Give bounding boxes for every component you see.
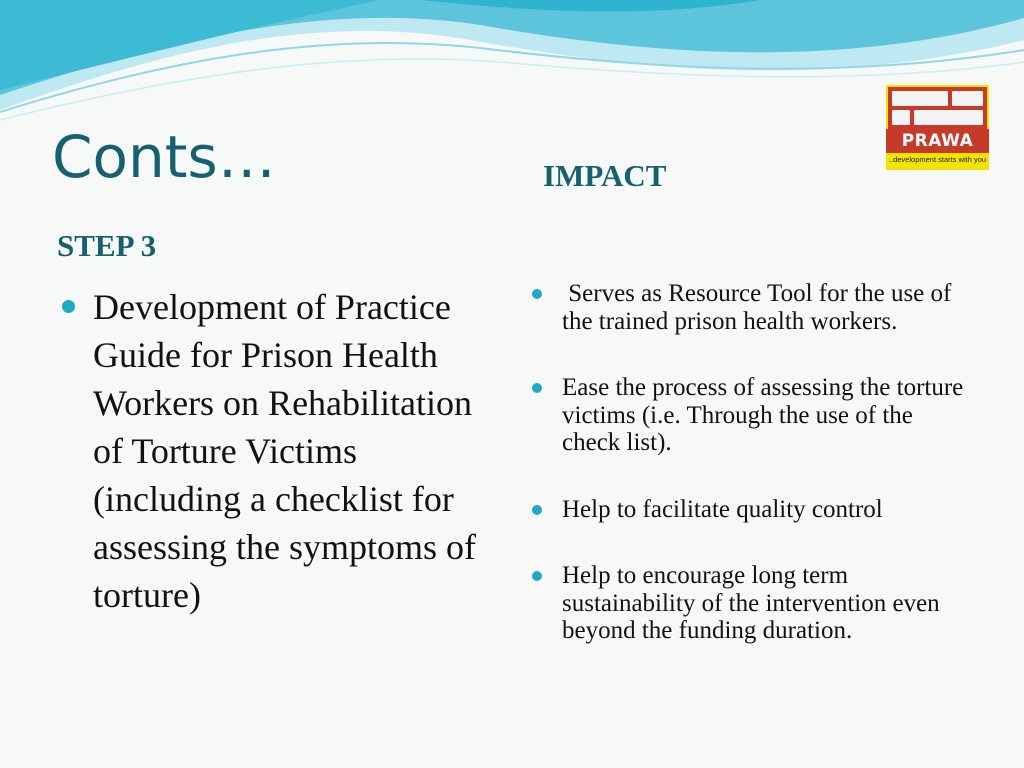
list-item (62, 283, 492, 619)
slide-title: Conts… (52, 123, 276, 191)
list-item (532, 374, 972, 457)
prawa-logo (886, 85, 989, 170)
bullet-icon (532, 383, 542, 393)
bullet-icon (532, 289, 542, 299)
list-item-text: Help to facilitate quality control (562, 495, 883, 523)
list-item (532, 280, 972, 335)
list-item-text: Ease the process of assessing the torture victims (i.e. Through the use of the check list). (562, 374, 964, 456)
header-wave-decoration (0, 0, 1024, 130)
list-item-text: Development of Practice Guide for Prison Health Workers on Rehabilitation of Torture Victims (including a checklist for assessing the symptoms of torture) (93, 287, 476, 615)
list-item-text: Serves as Resource Tool for the use of the trained prison health workers. (562, 280, 958, 335)
bullet-icon (62, 300, 75, 313)
impact-list (532, 280, 972, 684)
bullet-icon (532, 571, 542, 581)
step-list (62, 283, 492, 619)
logo-brand: PRAWA (886, 129, 989, 153)
list-item (532, 562, 972, 645)
bullet-icon (532, 505, 542, 515)
list-item (532, 496, 972, 524)
logo-tagline: ..development starts with you (888, 155, 987, 164)
impact-heading: IMPACT (543, 158, 667, 193)
list-item-text: Help to encourage long term sustainability of the intervention even beyond the funding duration. (562, 562, 940, 644)
step-heading: STEP 3 (57, 228, 157, 263)
